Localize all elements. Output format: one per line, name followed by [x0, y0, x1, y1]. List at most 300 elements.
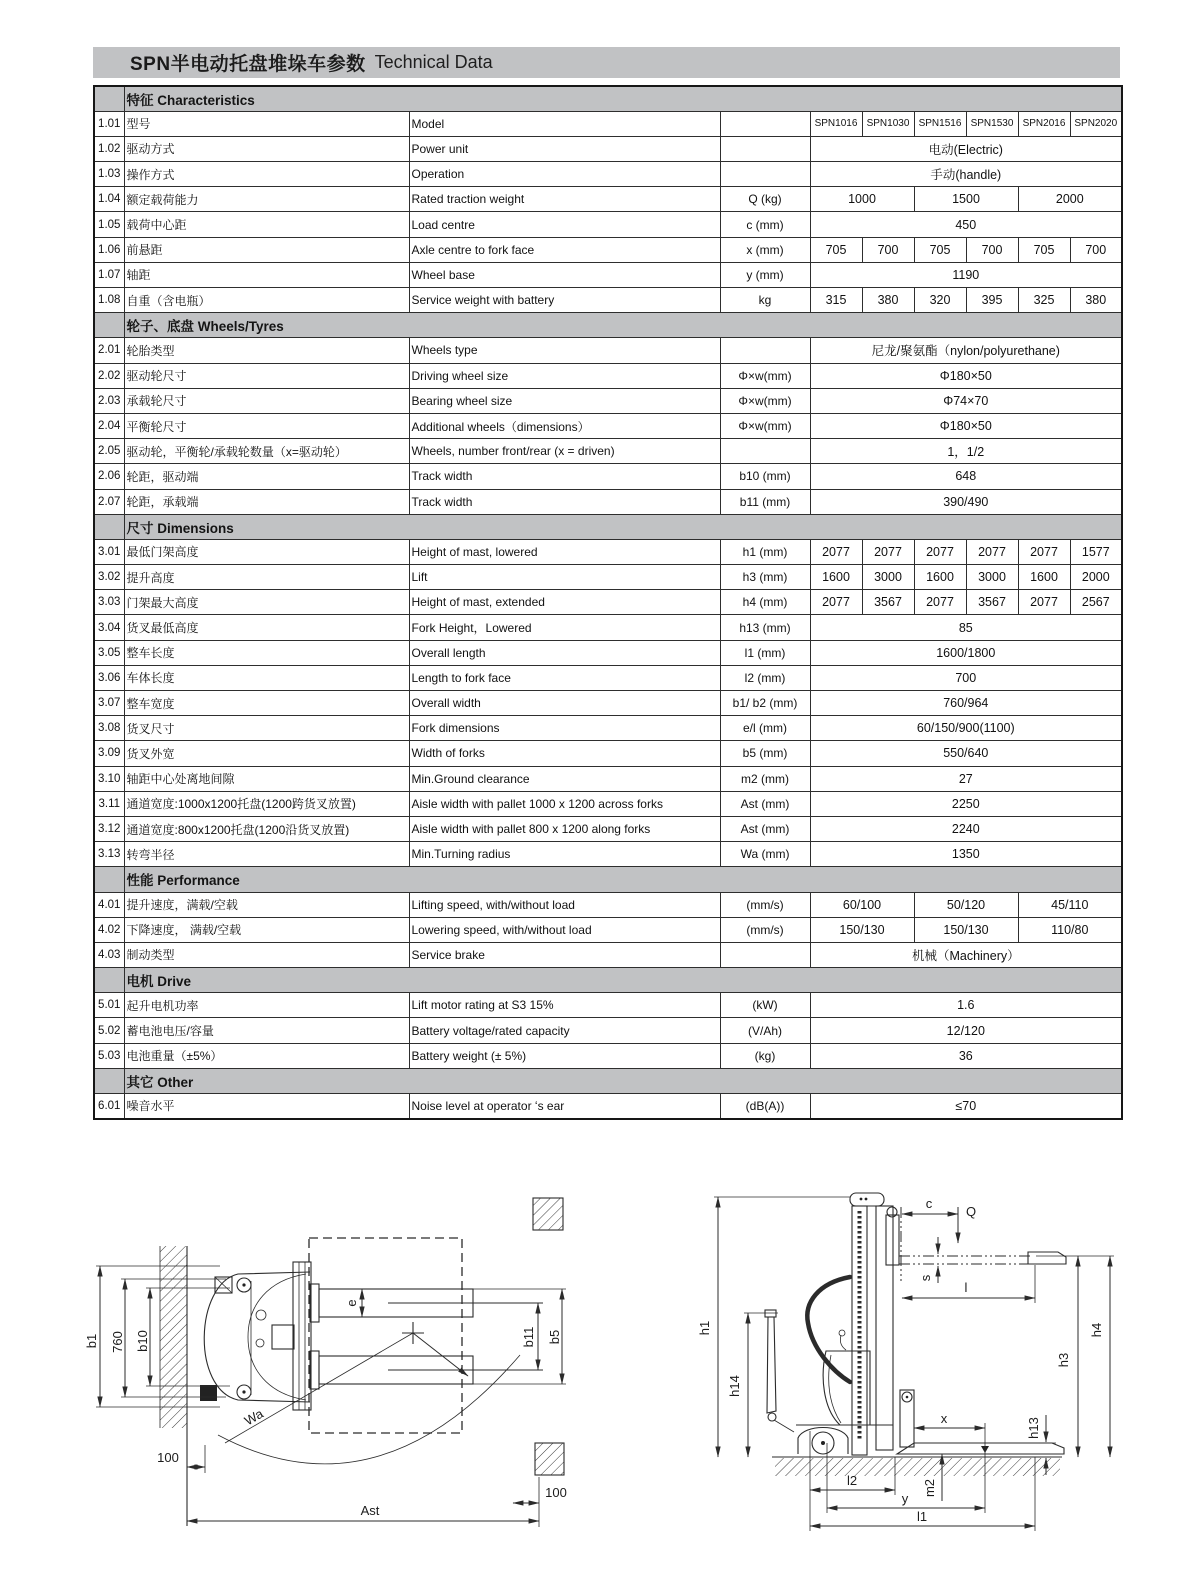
cell-value: Φ180×50 [810, 363, 1122, 388]
cell-name-chinese: 承载轮尺寸 [124, 388, 409, 413]
spec-row-3.13 [94, 842, 1122, 867]
cell-value: Φ180×50 [810, 413, 1122, 438]
section-header-label: 其它 Other [124, 1068, 1122, 1093]
cell-value: 3567 [862, 590, 914, 615]
cell-unit-symbol: l1 (mm) [720, 640, 810, 665]
cell-row-number: 3.05 [94, 640, 124, 665]
spec-row-3.07 [94, 691, 1122, 716]
cell-value: 12/120 [810, 1018, 1122, 1043]
cell-name-english: Min.Ground clearance [409, 766, 720, 791]
spec-row-2.06 [94, 464, 1122, 489]
top-view-diagram [84, 1185, 653, 1570]
cell-value: 手动(handle) [810, 162, 1122, 187]
stacker-top-view [200, 1262, 566, 1410]
cell-name-chinese: 噪音水平 [124, 1094, 409, 1119]
cell-value: 150/130 [810, 917, 914, 942]
cell-name-english: Track width [409, 464, 720, 489]
cell-row-number: 3.01 [94, 539, 124, 564]
dimension-label-l2: l2 [846, 1473, 858, 1488]
section-header-row [94, 313, 1122, 338]
cell-unit-symbol: b1/ b2 (mm) [720, 691, 810, 716]
cell-name-chinese: 额定载荷能力 [124, 187, 409, 212]
cell-name-english: Additional wheels（dimensions） [409, 413, 720, 438]
section-header-label: 性能 Performance [124, 867, 1122, 892]
cell-name-chinese: 蓄电池电压/容量 [124, 1018, 409, 1043]
cell-value: ≤70 [810, 1094, 1122, 1119]
cell-name-english: Noise level at operator ʻs ear [409, 1094, 720, 1119]
cell-row-number: 2.01 [94, 338, 124, 363]
cell-row-number: 3.12 [94, 816, 124, 841]
cell-name-chinese: 货叉尺寸 [124, 716, 409, 741]
cell-name-english: Width of forks [409, 741, 720, 766]
cell-unit-symbol [720, 136, 810, 161]
cell-value: 150/130 [914, 917, 1018, 942]
spec-row-1.06 [94, 237, 1122, 262]
cell-unit-symbol: kg [720, 288, 810, 313]
cell-row-number: 1.05 [94, 212, 124, 237]
dimension-label-b5: b5 [547, 1329, 562, 1345]
spec-row-3.08 [94, 716, 1122, 741]
cell-value: 705 [810, 237, 862, 262]
dimension-label-b1: b1 [84, 1333, 99, 1349]
cell-value: 395 [966, 288, 1018, 313]
cell-row-number: 1.04 [94, 187, 124, 212]
cell-unit-symbol: (mm/s) [720, 892, 810, 917]
cell-row-number: 1.08 [94, 288, 124, 313]
cell-name-chinese: 整车宽度 [124, 691, 409, 716]
cell-row-number: 3.04 [94, 615, 124, 640]
spec-row-1.05 [94, 212, 1122, 237]
side-view-diagram [690, 1185, 1122, 1560]
cell-value: 85 [810, 615, 1122, 640]
cell-value: SPN1516 [914, 111, 966, 136]
cell-name-english: Service brake [409, 942, 720, 967]
cell-name-english: Lift motor rating at S3 15% [409, 993, 720, 1018]
cell-unit-symbol: Φ×w(mm) [720, 363, 810, 388]
cell-value: 1600/1800 [810, 640, 1122, 665]
cell-row-number: 1.07 [94, 262, 124, 287]
cell-value: 2000 [1018, 187, 1122, 212]
dimension-label-e: e [344, 1299, 359, 1307]
cell-name-chinese: 货叉外宽 [124, 741, 409, 766]
cell-name-english: Operation [409, 162, 720, 187]
cell-unit-symbol: l2 (mm) [720, 665, 810, 690]
cell-name-chinese: 型号 [124, 111, 409, 136]
cell-unit-symbol: h13 (mm) [720, 615, 810, 640]
dimension-label-y: y [901, 1491, 909, 1506]
cell-value: 1000 [810, 187, 914, 212]
cell-row-number: 3.06 [94, 665, 124, 690]
cell-name-english: Power unit [409, 136, 720, 161]
cell-name-chinese: 通道宽度:800x1200托盘(1200沿货叉放置) [124, 816, 409, 841]
body-and-drive-wheel [796, 1330, 893, 1454]
spec-row-2.05 [94, 439, 1122, 464]
cell-row-number: 2.06 [94, 464, 124, 489]
cell-row-number: 1.02 [94, 136, 124, 161]
cell-value: 2567 [1070, 590, 1122, 615]
cell-row-number: 2.05 [94, 439, 124, 464]
spec-row-5.03 [94, 1043, 1122, 1068]
cell-row-number: 2.07 [94, 489, 124, 514]
pallet-outline [309, 1238, 462, 1433]
cell-name-chinese: 转弯半径 [124, 842, 409, 867]
cell-value: 700 [862, 237, 914, 262]
cell-unit-symbol: Φ×w(mm) [720, 413, 810, 438]
cell-value: 电动(Electric) [810, 136, 1122, 161]
section-header-label: 尺寸 Dimensions [124, 514, 1122, 539]
cell-value: 1190 [810, 262, 1122, 287]
cell-value: 760/964 [810, 691, 1122, 716]
cell-name-chinese: 自重（含电瓶） [124, 288, 409, 313]
cell-value: 1500 [914, 187, 1018, 212]
cell-unit-symbol: (kg) [720, 1043, 810, 1068]
dimension-label-b10: b10 [135, 1330, 150, 1352]
section-header-row [94, 867, 1122, 892]
cell-row-number: 3.08 [94, 716, 124, 741]
section-header-spacer [94, 86, 124, 111]
cell-name-english: Fork dimensions [409, 716, 720, 741]
dimension-label-l: l [964, 1280, 968, 1295]
spec-table [93, 85, 1123, 1120]
spec-row-3.03 [94, 590, 1122, 615]
section-header-row [94, 1068, 1122, 1093]
cell-name-chinese: 起升电机功率 [124, 993, 409, 1018]
spec-row-1.02 [94, 136, 1122, 161]
cell-name-english: Lifting speed, with/without load [409, 892, 720, 917]
cell-value: 705 [914, 237, 966, 262]
cell-unit-symbol: Q (kg) [720, 187, 810, 212]
cell-value: 2077 [1018, 590, 1070, 615]
cell-value: 60/100 [810, 892, 914, 917]
cell-value: 2077 [914, 539, 966, 564]
cell-value: 1.6 [810, 993, 1122, 1018]
cell-name-chinese: 轮距，驱动端 [124, 464, 409, 489]
cell-value: 1350 [810, 842, 1122, 867]
cell-value: SPN1030 [862, 111, 914, 136]
cell-value: 36 [810, 1043, 1122, 1068]
spec-row-3.12 [94, 816, 1122, 841]
cell-row-number: 2.02 [94, 363, 124, 388]
cell-value: 110/80 [1018, 917, 1122, 942]
spec-row-4.02 [94, 917, 1122, 942]
cell-unit-symbol: x (mm) [720, 237, 810, 262]
dimension-label-b11: b11 [521, 1326, 536, 1348]
cell-row-number: 3.13 [94, 842, 124, 867]
cell-name-chinese: 前悬距 [124, 237, 409, 262]
cell-name-chinese: 制动类型 [124, 942, 409, 967]
cell-name-english: Min.Turning radius [409, 842, 720, 867]
dimension-label-h13: h13 [1026, 1417, 1041, 1439]
cell-value: 648 [810, 464, 1122, 489]
cell-name-chinese: 驱动轮，平衡轮/承载轮数量（x=驱动轮） [124, 439, 409, 464]
cell-name-english: Battery voltage/rated capacity [409, 1018, 720, 1043]
section-header-spacer [94, 1068, 124, 1093]
spec-row-3.02 [94, 565, 1122, 590]
section-header-spacer [94, 968, 124, 993]
section-header-label: 轮子、底盘 Wheels/Tyres [124, 313, 1122, 338]
cell-row-number: 3.03 [94, 590, 124, 615]
rack-square-bottom [535, 1443, 564, 1475]
cell-value: SPN2020 [1070, 111, 1122, 136]
dimension-label-Wa: Wa [241, 1405, 266, 1429]
spec-row-3.09 [94, 741, 1122, 766]
cell-name-english: Length to fork face [409, 665, 720, 690]
cell-row-number: 3.09 [94, 741, 124, 766]
cell-value: 2000 [1070, 565, 1122, 590]
cell-unit-symbol [720, 942, 810, 967]
cell-name-english: Height of mast, lowered [409, 539, 720, 564]
cell-row-number: 5.03 [94, 1043, 124, 1068]
spec-row-2.04 [94, 413, 1122, 438]
dimension-label-h3: h3 [1056, 1352, 1071, 1368]
cell-value: 1577 [1070, 539, 1122, 564]
turning-radius-geometry [218, 1322, 520, 1464]
title-bar [93, 47, 1120, 78]
cell-unit-symbol: y (mm) [720, 262, 810, 287]
cell-name-chinese: 整车长度 [124, 640, 409, 665]
cell-row-number: 5.01 [94, 993, 124, 1018]
dimension-label-s: s [918, 1274, 933, 1282]
cell-value: 50/120 [914, 892, 1018, 917]
cell-value: 1600 [810, 565, 862, 590]
spec-row-1.04 [94, 187, 1122, 212]
cell-value: 3567 [966, 590, 1018, 615]
cell-name-chinese: 提升速度，满载/空载 [124, 892, 409, 917]
cell-name-english: Axle centre to fork face [409, 237, 720, 262]
cell-name-chinese: 轮胎类型 [124, 338, 409, 363]
cell-unit-symbol: h3 (mm) [720, 565, 810, 590]
section-header-label: 特征 Characteristics [124, 86, 1122, 111]
spec-row-2.01 [94, 338, 1122, 363]
cell-name-english: Service weight with battery [409, 288, 720, 313]
cell-name-english: Wheel base [409, 262, 720, 287]
section-header-row [94, 514, 1122, 539]
cell-unit-symbol: h1 (mm) [720, 539, 810, 564]
cell-row-number: 2.03 [94, 388, 124, 413]
cell-row-number: 4.03 [94, 942, 124, 967]
spec-row-3.04 [94, 615, 1122, 640]
cell-unit-symbol: Ast (mm) [720, 791, 810, 816]
cell-value: 380 [862, 288, 914, 313]
cell-row-number: 1.01 [94, 111, 124, 136]
spec-row-5.01 [94, 993, 1122, 1018]
cell-value: 尼龙/聚氨酯（nylon/polyurethane) [810, 338, 1122, 363]
spec-row-1.08 [94, 288, 1122, 313]
cell-name-chinese: 最低门架高度 [124, 539, 409, 564]
cell-value: 2240 [810, 816, 1122, 841]
spec-row-3.10 [94, 766, 1122, 791]
top-view-labels [84, 1299, 567, 1518]
cell-value: SPN1016 [810, 111, 862, 136]
dimension-label-l1: l1 [916, 1509, 928, 1524]
cell-name-english: Overall length [409, 640, 720, 665]
section-header-row [94, 968, 1122, 993]
cell-name-chinese: 下降速度， 满载/空载 [124, 917, 409, 942]
section-header-spacer [94, 867, 124, 892]
cell-value: 700 [1070, 237, 1122, 262]
cell-value: 380 [1070, 288, 1122, 313]
cell-value: 390/490 [810, 489, 1122, 514]
cell-value: SPN1530 [966, 111, 1018, 136]
cell-name-chinese: 载荷中心距 [124, 212, 409, 237]
cell-row-number: 4.02 [94, 917, 124, 942]
cell-unit-symbol [720, 439, 810, 464]
cell-value: 2077 [810, 539, 862, 564]
spec-row-2.03 [94, 388, 1122, 413]
dimension-label-100: 100 [545, 1485, 567, 1500]
cell-row-number: 2.04 [94, 413, 124, 438]
cell-unit-symbol: (V/Ah) [720, 1018, 810, 1043]
cell-value: 2250 [810, 791, 1122, 816]
cell-name-english: Model [409, 111, 720, 136]
page-title-cn: SPN半电动托盘堆垛车参数 [130, 54, 366, 75]
dimension-label-x: x [940, 1411, 948, 1426]
cell-unit-symbol: b11 (mm) [720, 489, 810, 514]
dimension-label-m2: m2 [922, 1478, 937, 1498]
cell-value: 机械（Machinery） [810, 942, 1122, 967]
cell-unit-symbol: e/l (mm) [720, 716, 810, 741]
side-view-dimensions [714, 1197, 1114, 1531]
cell-name-chinese: 提升高度 [124, 565, 409, 590]
cell-name-chinese: 电池重量（±5%） [124, 1043, 409, 1068]
cell-row-number: 5.02 [94, 1018, 124, 1043]
page-title-en: Technical Data [374, 52, 493, 72]
cell-value: 60/150/900(1100) [810, 716, 1122, 741]
dimension-label-h4: h4 [1089, 1322, 1104, 1338]
cell-value: 325 [1018, 288, 1070, 313]
cell-name-english: Aisle width with pallet 1000 x 1200 across forks [409, 791, 720, 816]
cell-value: 3000 [966, 565, 1018, 590]
cell-unit-symbol [720, 162, 810, 187]
cell-name-english: Fork Height，Lowered [409, 615, 720, 640]
spec-row-3.06 [94, 665, 1122, 690]
dimension-label-Ast: Ast [360, 1503, 380, 1518]
cell-value: 2077 [966, 539, 1018, 564]
cell-value: 45/110 [1018, 892, 1122, 917]
cell-name-english: Load centre [409, 212, 720, 237]
cell-value: 3000 [862, 565, 914, 590]
cell-name-english: Wheels, number front/rear (x = driven) [409, 439, 720, 464]
section-header-spacer [94, 313, 124, 338]
cell-value: SPN2016 [1018, 111, 1070, 136]
cell-unit-symbol: (kW) [720, 993, 810, 1018]
cell-name-english: Driving wheel size [409, 363, 720, 388]
cell-name-chinese: 驱动方式 [124, 136, 409, 161]
cell-name-english: Lift [409, 565, 720, 590]
cell-name-chinese: 轮距，承载端 [124, 489, 409, 514]
cell-value: 1，1/2 [810, 439, 1122, 464]
cell-value: 320 [914, 288, 966, 313]
cell-unit-symbol: Ast (mm) [720, 816, 810, 841]
cell-row-number: 1.03 [94, 162, 124, 187]
cell-value: 315 [810, 288, 862, 313]
section-header-label: 电机 Drive [124, 968, 1122, 993]
cell-unit-symbol: Wa (mm) [720, 842, 810, 867]
dimension-label-100: 100 [157, 1450, 179, 1465]
cell-name-chinese: 通道宽度:1000x1200托盘(1200跨货叉放置) [124, 791, 409, 816]
cell-name-english: Bearing wheel size [409, 388, 720, 413]
cell-unit-symbol: m2 (mm) [720, 766, 810, 791]
cell-unit-symbol: Φ×w(mm) [720, 388, 810, 413]
cell-value: 450 [810, 212, 1122, 237]
spec-row-2.02 [94, 363, 1122, 388]
cell-name-chinese: 货叉最低高度 [124, 615, 409, 640]
cell-name-english: Rated traction weight [409, 187, 720, 212]
dimension-label-760: 760 [110, 1331, 125, 1353]
cell-name-english: Overall width [409, 691, 720, 716]
section-header-spacer [94, 514, 124, 539]
cell-name-english: Height of mast, extended [409, 590, 720, 615]
cell-name-english: Battery weight (± 5%) [409, 1043, 720, 1068]
spec-row-1.07 [94, 262, 1122, 287]
cell-unit-symbol [720, 111, 810, 136]
cell-value: 700 [966, 237, 1018, 262]
cell-unit-symbol: h4 (mm) [720, 590, 810, 615]
cell-name-chinese: 平衡轮尺寸 [124, 413, 409, 438]
cell-unit-symbol: (dB(A)) [720, 1094, 810, 1119]
cell-name-english: Lowering speed, with/without load [409, 917, 720, 942]
cell-unit-symbol: b5 (mm) [720, 741, 810, 766]
spec-row-5.02 [94, 1018, 1122, 1043]
spec-row-2.07 [94, 489, 1122, 514]
cell-name-chinese: 操作方式 [124, 162, 409, 187]
spec-row-1.03 [94, 162, 1122, 187]
cell-name-chinese: 门架最大高度 [124, 590, 409, 615]
cell-row-number: 6.01 [94, 1094, 124, 1119]
cell-row-number: 3.10 [94, 766, 124, 791]
cell-unit-symbol [720, 338, 810, 363]
cell-value: Φ74×70 [810, 388, 1122, 413]
cell-unit-symbol: c (mm) [720, 212, 810, 237]
spec-row-3.01 [94, 539, 1122, 564]
cell-unit-symbol: (mm/s) [720, 917, 810, 942]
spec-row-4.01 [94, 892, 1122, 917]
cell-row-number: 3.11 [94, 791, 124, 816]
cell-row-number: 1.06 [94, 237, 124, 262]
dimension-label-h14: h14 [727, 1375, 742, 1397]
spec-row-3.11 [94, 791, 1122, 816]
spec-table-body [94, 86, 1122, 1119]
cell-value: 700 [810, 665, 1122, 690]
spec-row-1.01 [94, 111, 1122, 136]
cell-value: 27 [810, 766, 1122, 791]
cell-name-chinese: 轴距中心处离地间隙 [124, 766, 409, 791]
cell-value: 2077 [1018, 539, 1070, 564]
dimension-label-c: c [925, 1196, 933, 1211]
cell-value: 2077 [810, 590, 862, 615]
cell-name-english: Aisle width with pallet 800 x 1200 along forks [409, 816, 720, 841]
cell-row-number: 4.01 [94, 892, 124, 917]
cell-value: 1600 [1018, 565, 1070, 590]
cell-value: 2077 [914, 590, 966, 615]
dimension-label-Q: Q [965, 1204, 977, 1219]
cell-row-number: 3.02 [94, 565, 124, 590]
cell-value: 1600 [914, 565, 966, 590]
cell-name-chinese: 车体长度 [124, 665, 409, 690]
cell-unit-symbol: b10 (mm) [720, 464, 810, 489]
rack-square-top [533, 1198, 563, 1230]
cell-name-chinese: 轴距 [124, 262, 409, 287]
cell-value: 2077 [862, 539, 914, 564]
tiller-handle [765, 1277, 850, 1432]
spec-row-4.03 [94, 942, 1122, 967]
cell-name-english: Wheels type [409, 338, 720, 363]
cell-value: 705 [1018, 237, 1070, 262]
dimension-label-h1: h1 [697, 1320, 712, 1336]
spec-row-3.05 [94, 640, 1122, 665]
cell-value: 550/640 [810, 741, 1122, 766]
cell-name-english: Track width [409, 489, 720, 514]
